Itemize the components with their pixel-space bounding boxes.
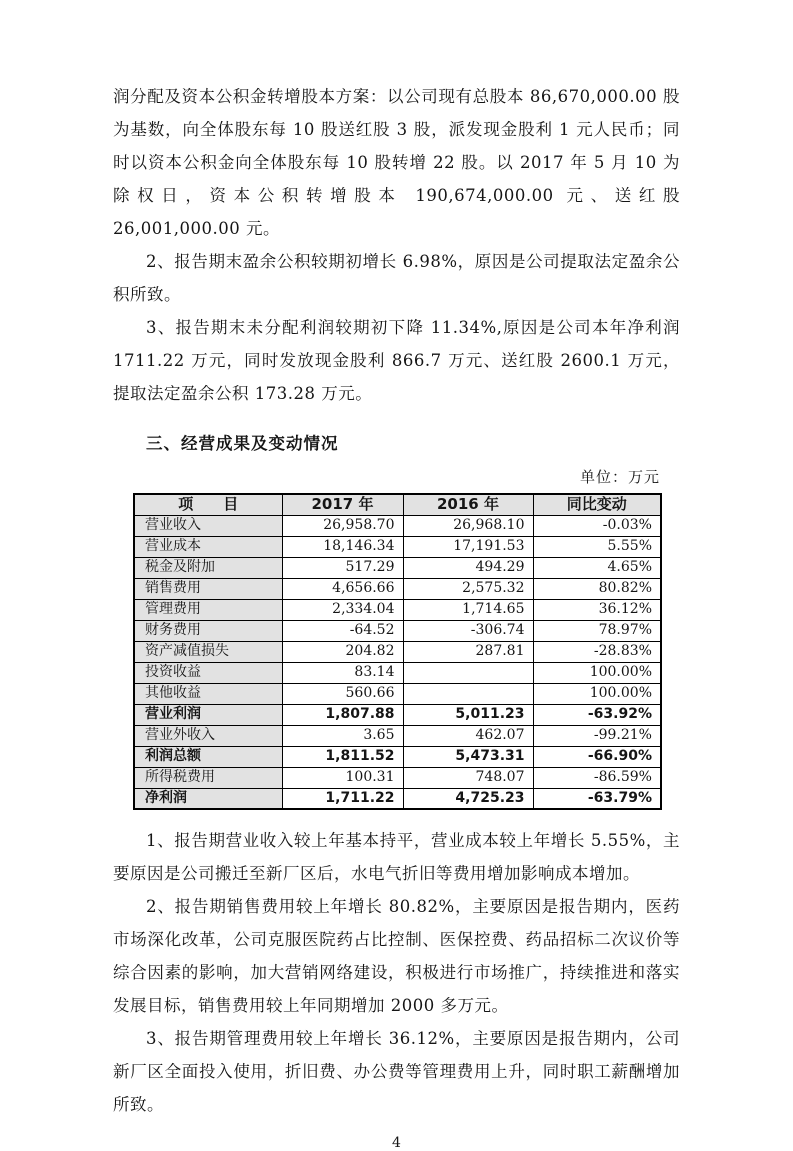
cell-item: 营业收入 [134,515,282,536]
cell-change: -99.21% [533,725,661,746]
cell-item: 营业外收入 [134,725,282,746]
cell-2017: 100.31 [282,767,403,788]
cell-2016: 1,714.65 [403,599,533,620]
cell-2017: 1,807.88 [282,704,403,725]
cell-2017: 1,811.52 [282,746,403,767]
cell-2017: 18,146.34 [282,536,403,557]
cell-2017: 204.82 [282,641,403,662]
cell-2016: 17,191.53 [403,536,533,557]
cell-2016: 494.29 [403,557,533,578]
cell-item: 资产减值损失 [134,641,282,662]
cell-2016: 5,011.23 [403,704,533,725]
cell-2017: 26,958.70 [282,515,403,536]
cell-2016: 4,725.23 [403,788,533,809]
table-row [134,641,661,662]
unit-label: 单位：万元 [579,468,660,486]
column-header-item: 项 目 [134,494,282,515]
cell-2017: 1,711.22 [282,788,403,809]
cell-item: 利润总额 [134,746,282,767]
cell-2016 [403,662,533,683]
cell-change: 100.00% [533,683,661,704]
cell-2016: 287.81 [403,641,533,662]
cell-2017: 560.66 [282,683,403,704]
table-row [134,599,661,620]
section-heading: 三、经营成果及变动情况 [146,434,339,453]
cell-change: -28.83% [533,641,661,662]
cell-change: 80.82% [533,578,661,599]
cell-item: 投资收益 [134,662,282,683]
cell-2016: 26,968.10 [403,515,533,536]
analysis-section [113,824,680,1121]
cell-item: 净利润 [134,788,282,809]
cell-change: 100.00% [533,662,661,683]
intro-paragraph-continuation: 润分配及资本公积金转增股本方案：以公司现有总股本 86,670,000.00 股为基数，向全体股东每 10 股送红股 3 股，派发现金股利 1 元人民币；同时以资本公积金向全体股东每 10 股转增 22 股。以 2017 年 5 月 10 为除权日，资本公积转增股本 190,674,000.00 元、送红股 26,001,000.00 元。 [113,87,680,238]
cell-2016: 5,473.31 [403,746,533,767]
cell-change: -63.79% [533,788,661,809]
cell-item: 营业成本 [134,536,282,557]
cell-change: 78.97% [533,620,661,641]
cell-2017: -64.52 [282,620,403,641]
cell-change: -66.90% [533,746,661,767]
cell-item: 财务费用 [134,620,282,641]
cell-2017: 3.65 [282,725,403,746]
table-row [134,767,661,788]
column-header-2017: 2017 年 [282,494,403,515]
cell-2016: 462.07 [403,725,533,746]
cell-item: 税金及附加 [134,557,282,578]
cell-item: 所得税费用 [134,767,282,788]
cell-item: 营业利润 [134,704,282,725]
table-row [134,515,661,536]
table-row [134,746,661,767]
page-number: 4 [392,1135,401,1151]
table-row [134,725,661,746]
intro-paragraph-3: 3、报告期末未分配利润较期初下降 11.34%,原因是公司本年净利润 1711.22 万元，同时发放现金股利 866.7 万元、送红股 2600.1 万元，提取法定盈余公积 173.28 万元。 [113,318,680,403]
cell-change: 36.12% [533,599,661,620]
cell-2016: 2,575.32 [403,578,533,599]
cell-change: -63.92% [533,704,661,725]
table-row [134,662,661,683]
cell-2017: 2,334.04 [282,599,403,620]
cell-2017: 4,656.66 [282,578,403,599]
cell-2017: 517.29 [282,557,403,578]
table-row [134,557,661,578]
cell-change: -0.03% [533,515,661,536]
analysis-paragraph-1: 1、报告期营业收入较上年基本持平，营业成本较上年增长 5.55%，主要原因是公司搬迁至新厂区后，水电气折旧等费用增加影响成本增加。 [113,831,680,883]
table-row [134,536,661,557]
cell-2016 [403,683,533,704]
table-row [134,683,661,704]
cell-change: 4.65% [533,557,661,578]
cell-item: 管理费用 [134,599,282,620]
cell-change: 5.55% [533,536,661,557]
cell-change: -86.59% [533,767,661,788]
intro-paragraph-2: 2、报告期末盈余公积较期初增长 6.98%，原因是公司提取法定盈余公积所致。 [113,252,680,304]
column-header-2016: 2016 年 [403,494,533,515]
table-row [134,704,661,725]
table-row [134,788,661,809]
cell-item: 其他收益 [134,683,282,704]
analysis-paragraph-2: 2、报告期销售费用较上年增长 80.82%，主要原因是报告期内，医药市场深化改革，公司克服医院药占比控制、医保控费、药品招标二次议价等综合因素的影响，加大营销网络建设，积极进行市场推广，持续推进和落实发展目标，销售费用较上年同期增加 2000 多万元。 [113,897,680,1015]
financial-table-block [133,466,660,810]
cell-2017: 83.14 [282,662,403,683]
cell-item: 销售费用 [134,578,282,599]
table-header-row [134,494,661,515]
cell-2016: -306.74 [403,620,533,641]
financial-table [133,493,662,810]
column-header-change: 同比变动 [533,494,661,515]
table-row [134,578,661,599]
table-row [134,620,661,641]
analysis-paragraph-3: 3、报告期管理费用较上年增长 36.12%，主要原因是报告期内，公司新厂区全面投入使用，折旧费、办公费等管理费用上升，同时职工薪酬增加所致。 [113,1029,680,1114]
cell-2016: 748.07 [403,767,533,788]
